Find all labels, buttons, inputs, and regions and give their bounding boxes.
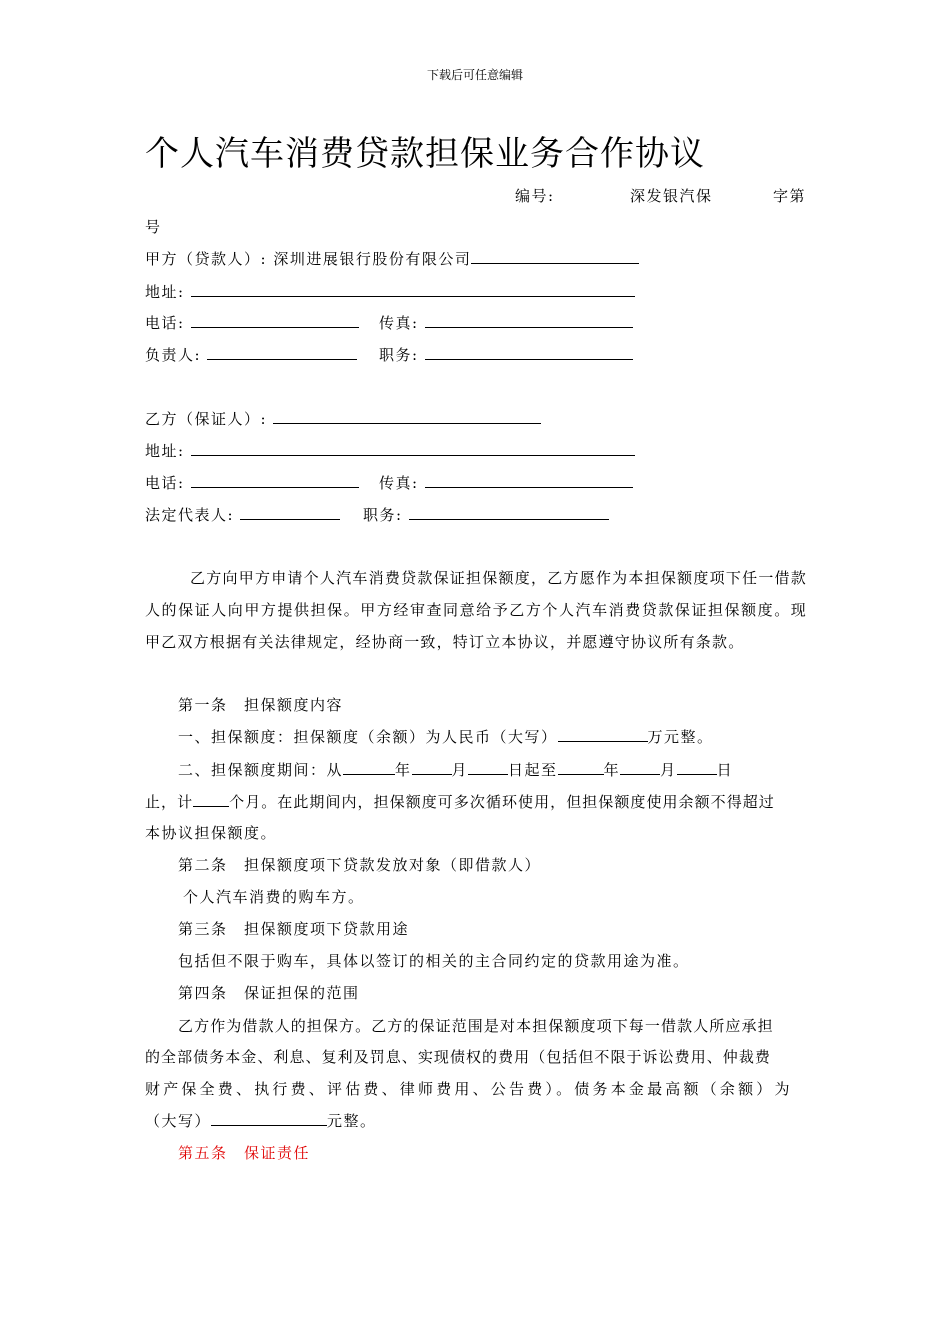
- article-3-body: 包括但不限于购车，具体以签订的相关的主合同约定的贷款用途为准。: [178, 952, 690, 970]
- party-a-line: [145, 248, 639, 269]
- party-b-phone-line: [145, 472, 359, 493]
- party-b-rep-line: [145, 504, 340, 525]
- start-day-field[interactable]: [468, 760, 508, 775]
- day-from-label: 日起至: [508, 761, 558, 779]
- article-4-line-3: 财产保全费、执行费、评估费、律师费用、公告费）。债务本金最高额（余额）为: [145, 1080, 793, 1098]
- item-1-text: 一、担保额度：担保额度（余额）为人民币（大写）: [178, 728, 558, 746]
- year-label: 年: [395, 761, 412, 779]
- party-b-fax-field[interactable]: [425, 473, 633, 488]
- party-b-position-label: 职务:: [363, 506, 403, 524]
- party-b-phone-field[interactable]: [191, 473, 359, 488]
- party-a-position-field[interactable]: [425, 345, 633, 360]
- party-b-position-field[interactable]: [409, 505, 609, 520]
- amount-field[interactable]: [558, 727, 648, 742]
- day-label: 日: [716, 761, 734, 779]
- article-1-item-2: [178, 759, 733, 780]
- end-day-field[interactable]: [677, 760, 717, 775]
- intro-paragraph: 乙方向甲方申请个人汽车消费贷款保证担保额度，乙方愿作为本担保额度项下任一借款人的保证人向甲方提供担保。甲方经审查同意给予乙方个人汽车消费贷款保证担保额度。现甲乙双方根据有关法律规定，经协商一致，特订立本协议，并愿遵守协议所有条款。: [145, 569, 807, 651]
- party-a-address-field[interactable]: [191, 282, 635, 297]
- number-tail: 号: [145, 218, 162, 236]
- page-title: 个人汽车消费贷款担保业务合作协议: [145, 134, 705, 174]
- month-label: 月: [451, 761, 469, 779]
- article-1-item-2-line-2: [145, 791, 775, 812]
- party-b-rep-field[interactable]: [240, 505, 340, 520]
- party-a-fax-field[interactable]: [425, 313, 633, 328]
- party-b-label: 乙方（保证人）:: [145, 410, 268, 428]
- party-b-address-label: 地址:: [145, 442, 185, 460]
- article-2-body: 个人汽车消费的购车方。: [183, 888, 365, 906]
- header-note: 下载后可任意编辑: [426, 68, 523, 82]
- item-1-suffix: 万元整。: [647, 728, 714, 746]
- party-b-position-line: [363, 504, 609, 525]
- party-a-blank[interactable]: [471, 249, 639, 264]
- party-a-address-label: 地址:: [145, 283, 185, 301]
- article-2-heading: 第二条 担保额度项下贷款发放对象（即借款人）: [178, 856, 542, 874]
- item-2-line-2-pre: 止，计: [145, 793, 194, 811]
- item-2-line-2-post: 个月。在此期间内，担保额度可多次循环使用，但担保额度使用余额不得超过: [229, 793, 775, 811]
- number-prefix: 深发银汽保: [630, 187, 713, 205]
- article-4-line-4-pre: （大写）: [145, 1112, 212, 1130]
- party-a-phone-field[interactable]: [191, 313, 359, 328]
- article-1-item-1: [178, 726, 714, 747]
- article-4-line-1: 乙方作为借款人的担保方。乙方的保证范围是对本担保额度项下每一借款人所应承担: [178, 1017, 774, 1035]
- party-a-phone-label: 电话:: [145, 314, 185, 332]
- year-label-2: 年: [603, 761, 621, 779]
- party-a-head-line: [145, 344, 357, 365]
- end-year-field[interactable]: [558, 760, 604, 775]
- party-b-name-field[interactable]: [273, 409, 541, 424]
- party-b-fax-line: [379, 472, 633, 493]
- party-b-phone-label: 电话:: [145, 474, 185, 492]
- party-a-position-line: [379, 344, 633, 365]
- article-4-line-4-post: 元整。: [327, 1112, 377, 1130]
- party-a-fax-label: 传真:: [379, 314, 419, 332]
- party-b-address-line: [145, 440, 635, 461]
- article-1-item-2-line-3: 本协议担保额度。: [145, 824, 278, 842]
- party-a-head-label: 负责人:: [145, 346, 202, 364]
- max-amount-field[interactable]: [211, 1111, 327, 1126]
- party-a-label: 甲方（贷款人）:: [145, 250, 268, 268]
- end-month-field[interactable]: [620, 760, 660, 775]
- month-label-2: 月: [660, 761, 677, 779]
- article-4-line-4: [145, 1110, 377, 1131]
- party-b-rep-label: 法定代表人:: [145, 506, 235, 524]
- article-4-line-2: 的全部债务本金、利息、复利及罚息、实现债权的费用（包括但不限于诉讼费用、仲裁费: [145, 1048, 771, 1066]
- party-a-address-line: [145, 281, 635, 302]
- party-a-name: 深圳进展银行股份有限公司: [273, 250, 472, 268]
- party-a-head-field[interactable]: [207, 345, 357, 360]
- number-label: 编号:: [515, 187, 555, 205]
- party-a-fax-line: [379, 312, 633, 333]
- article-3-heading: 第三条 担保额度项下贷款用途: [178, 920, 410, 938]
- start-year-field[interactable]: [343, 760, 395, 775]
- party-b-address-field[interactable]: [191, 441, 635, 456]
- number-suffix: 字第: [773, 187, 807, 205]
- party-b-fax-label: 传真:: [379, 474, 419, 492]
- start-month-field[interactable]: [412, 760, 452, 775]
- party-b-line: [145, 408, 541, 429]
- article-5-heading: 第五条 保证责任: [178, 1144, 311, 1162]
- item-2-text: 二、担保额度期间：从: [178, 761, 344, 779]
- party-a-phone-line: [145, 312, 359, 333]
- party-a-position-label: 职务:: [379, 346, 419, 364]
- article-1-heading: 第一条 担保额度内容: [178, 696, 344, 714]
- months-field[interactable]: [193, 792, 229, 807]
- article-4-heading: 第四条 保证担保的范围: [178, 984, 360, 1002]
